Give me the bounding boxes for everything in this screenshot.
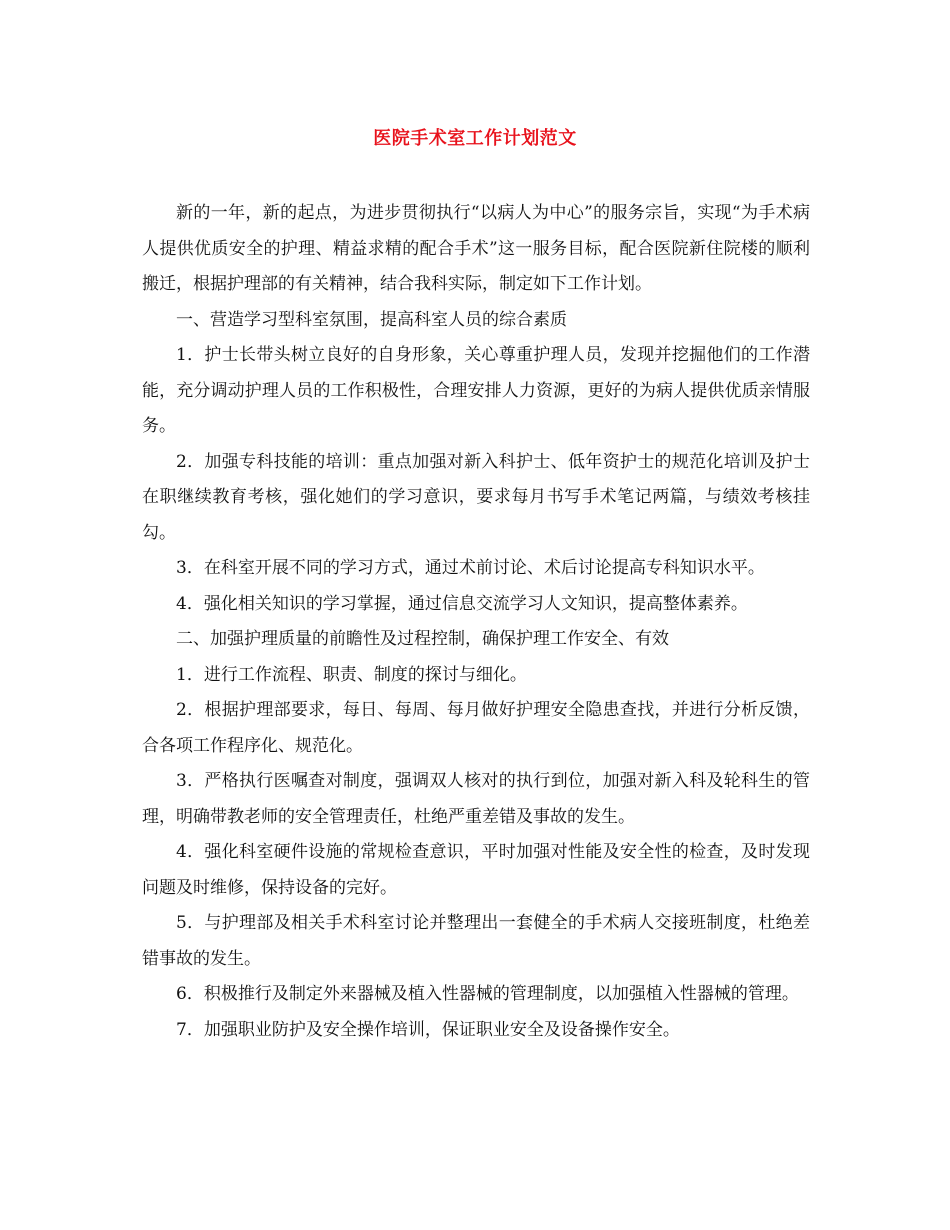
paragraph-1-4: 4．强化相关知识的学习掌握，通过信息交流学习人文知识，提高整体素养。: [176, 593, 748, 614]
paragraph-2-3: 3．严格执行医嘱查对制度，强调双人核对的执行到位，加强对新入科及轮科生的管理，明确带教老师的安全管理责任，杜绝严重差错及事故的发生。: [142, 771, 810, 827]
paragraph-intro: 新的一年，新的起点，为进步贯彻执行“以病人为中心”的服务宗旨，实现“为手术病人提供优质安全的护理、精益求精的配合手术”这一服务目标，配合医院新住院楼的顺利搬迁，根据护理部的有关精神，结合我科实际，制定如下工作计划。: [142, 203, 810, 294]
section-heading-1: 一、营造学习型科室氛围，提高科室人员的综合素质: [176, 309, 567, 330]
paragraph-2-5: 5．与护理部及相关手术科室讨论并整理出一套健全的手术病人交接班制度，杜绝差错事故的发生。: [142, 913, 810, 969]
document-title: 医院手术室工作计划范文: [373, 128, 577, 149]
paragraph-2-7: 7．加强职业防护及安全操作培训，保证职业安全及设备操作安全。: [176, 1019, 680, 1040]
paragraph-2-1: 1．进行工作流程、职责、制度的探讨与细化。: [176, 664, 527, 685]
paragraph-2-2: 2．根据护理部要求，每日、每周、每月做好护理安全隐患查找，并进行分析反馈，合各项工作程序化、规范化。: [142, 700, 810, 756]
document-body: [142, 196, 810, 1048]
paragraph-1-3: 3．在科室开展不同的学习方式，通过术前讨论、术后讨论提高专科知识水平。: [176, 558, 765, 578]
paragraph-2-4: 4．强化科室硬件设施的常规检查意识，平时加强对性能及安全性的检查，及时发现问题及时维修，保持设备的完好。: [142, 842, 810, 898]
section-heading-2: 二、加强护理质量的前瞻性及过程控制，确保护理工作安全、有效: [176, 629, 669, 649]
paragraph-1-2: 2．加强专科技能的培训：重点加强对新入科护士、低年资护士的规范化培训及护士在职继续教育考核，强化她们的学习意识，要求每月书写手术笔记两篇，与绩效考核挂勾。: [142, 451, 810, 543]
paragraph-1-1: 1．护士长带头树立良好的自身形象，关心尊重护理人员，发现并挖掘他们的工作潜能，充分调动护理人员的工作积极性，合理安排人力资源，更好的为病人提供优质亲情服务。: [142, 345, 810, 436]
paragraph-2-6: 6．积极推行及制定外来器械及植入性器械的管理制度，以加强植入性器械的管理。: [176, 984, 799, 1004]
